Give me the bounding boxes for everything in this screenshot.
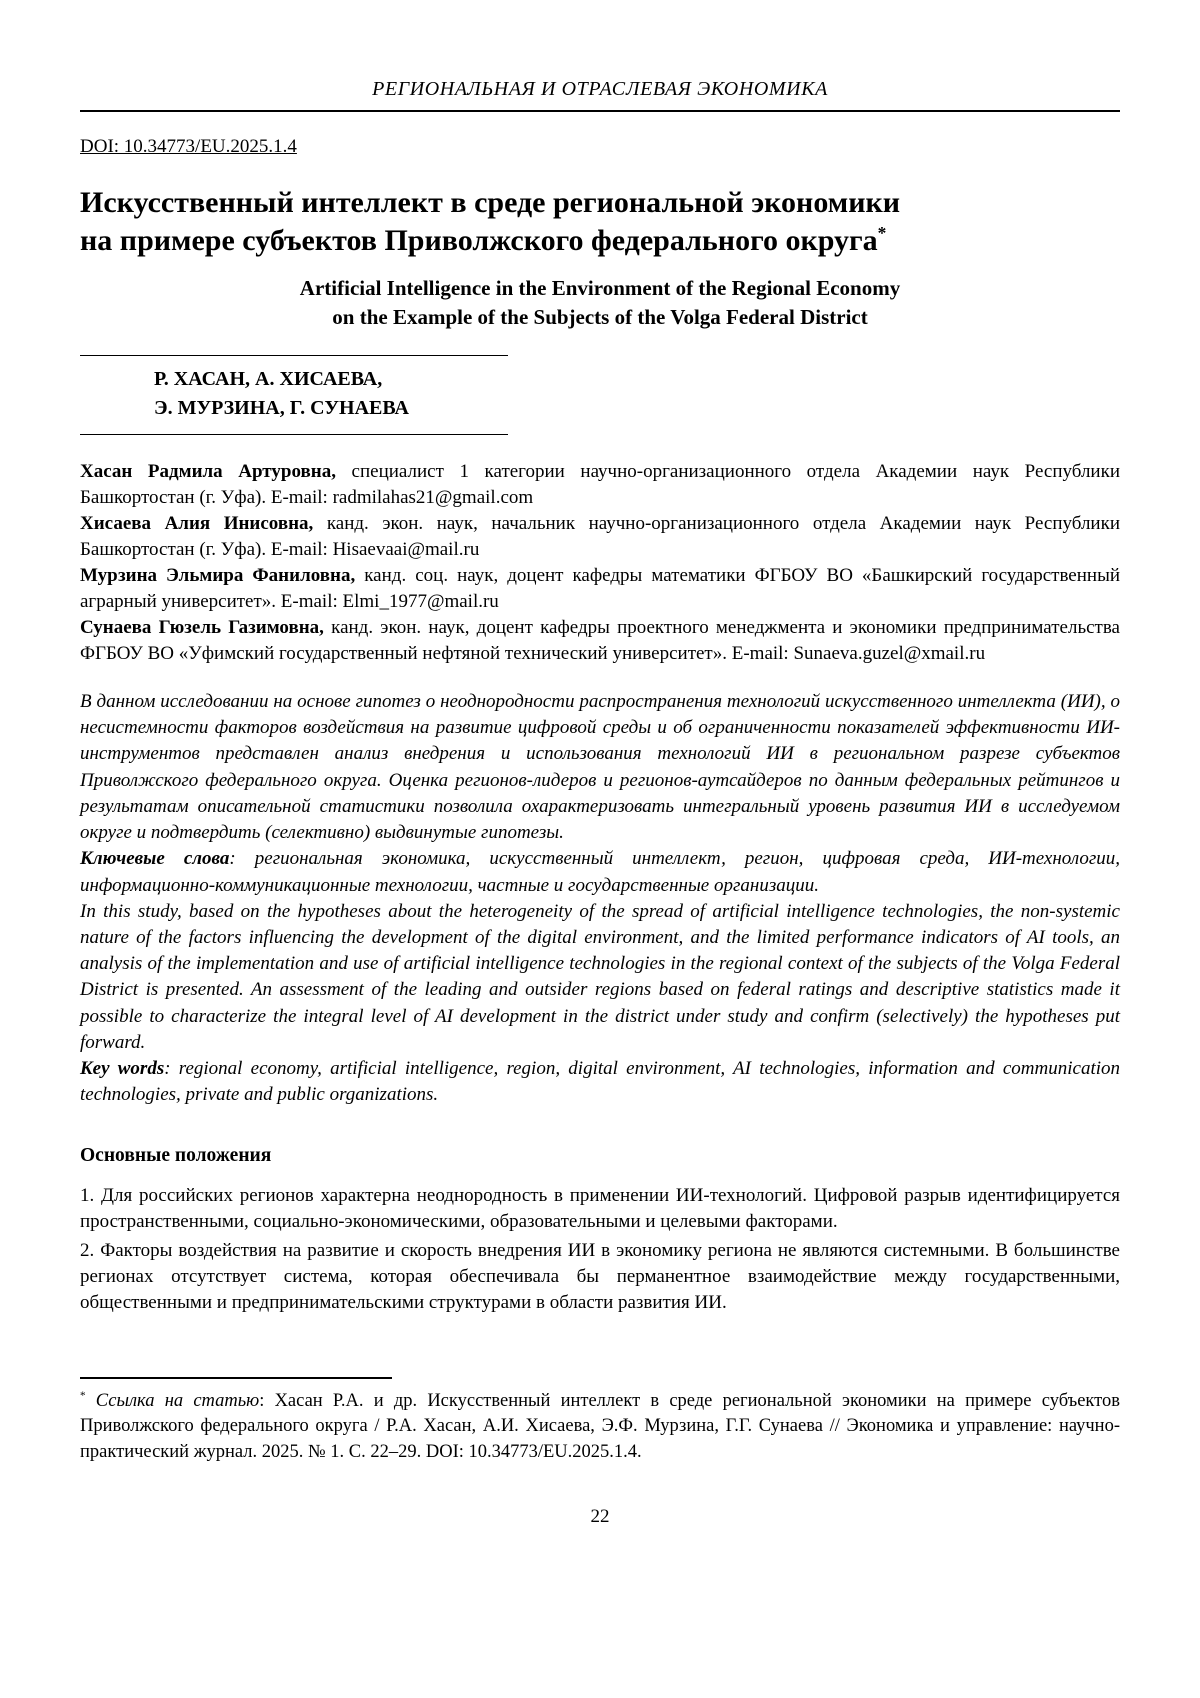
author-details: специалист 1 категории научно-организационного отдела Академии наук Республики Башкортостан (г. Уфа). E-mail: radmilahas21@gmail.com <box>80 460 1120 508</box>
key-points <box>80 1183 1120 1320</box>
footnote-divider <box>80 1377 392 1379</box>
author-affiliation <box>80 459 1120 511</box>
page-number: 22 <box>590 1506 610 1527</box>
keywords-ru-text: : региональная экономика, искусственный интеллект, регион, цифровая среда, ИИ-технологии, информационно-коммуникационные технологии, частные и государственные организации. <box>80 848 1120 896</box>
abstract-en: In this study, based on the hypotheses about the heterogeneity of the spread of artificial intelligence technologies, the non-systemic nature of the factors influencing the development of the digital environment, and the limited performance indicators of AI tools, an analysis of the implementation and use of artificial intelligence technologies in the regional context of the subjects of the Volga Federal District is presented. An assessment of the leading and outsider regions based on federal ratings and descriptive statistics made it possible to characterize the integral level of AI development in the district under study and confirm (selectively) the hypotheses put forward. <box>80 900 1120 1053</box>
abstract-section <box>80 689 1120 1109</box>
article-title-en-line2: on the Example of the Subjects of the Volga Federal District <box>332 304 868 329</box>
footnote-marker: * <box>80 1389 86 1402</box>
author-name: Мурзина Эльмира Фаниловна, <box>80 564 356 586</box>
article-title-en-line1: Artificial Intelligence in the Environment of the Regional Economy <box>299 276 901 301</box>
article-title-ru-line1: Искусственный интеллект в среде региональной экономики <box>80 186 901 219</box>
author-affiliation <box>80 563 1120 615</box>
footnote-label: Ссылка на статью <box>95 1390 260 1411</box>
article-title-ru <box>80 184 1120 260</box>
authors-block <box>80 355 508 435</box>
key-point-2: 2. Факторы воздействия на развитие и скорость внедрения ИИ в экономику региона не являются системными. В большинстве регионах отсутствует система, которая обеспечивала бы перманентное взаимодействие между государственными, общественными и предпринимательскими структурами в области развития ИИ. <box>80 1239 1120 1314</box>
author-details: канд. экон. наук, начальник научно-организационного отдела Академии наук Республики Башкортостан (г. Уфа). E-mail: Hisaevaai@mail.ru <box>80 512 1120 560</box>
authors-line-1: Р. ХАСАН, А. ХИСАЕВА, <box>154 367 383 390</box>
footnote-text: : Хасан Р.А. и др. Искусственный интеллект в среде региональной экономики на примере субъектов Приволжского федерального округа / Р.А. Хасан, А.И. Хисаева, Э.Ф. Мурзина, Г.Г. Сунаева // Экономика и управление: научно-практический журнал. 2025. № 1. С. 22–29. DOI: 10.34773/EU.2025.1.4. <box>80 1390 1120 1462</box>
doi-row <box>80 136 1120 158</box>
key-point-1: 1. Для российских регионов характерна неоднородность в применении ИИ-технологий. Цифровой разрыв идентифицируется пространственными, социально-экономическими, образовательными и целевыми факторами. <box>80 1184 1120 1232</box>
author-name: Хисаева Алия Инисовна, <box>80 512 314 534</box>
author-name: Сунаева Гюзель Газимовна, <box>80 616 324 638</box>
author-affiliation <box>80 615 1120 667</box>
authors-line-2: Э. МУРЗИНА, Г. СУНАЕВА <box>154 396 409 419</box>
article-title-ru-line2: на примере субъектов Приволжского федерального округа <box>80 224 878 258</box>
author-affiliation <box>80 511 1120 563</box>
abstract-ru: В данном исследовании на основе гипотез о неоднородности распространения технологий искусственного интеллекта (ИИ), о несистемности факторов воздействия на развитие цифровой среды и об ограниченности показателей эффективности ИИ-инструментов представлен анализ внедрения и использования технологий ИИ в региональном разрезе субъектов Приволжского федерального округа. Оценка регионов-лидеров и регионов-аутсайдеров по данным федеральных рейтингов и результатам описательной статистики позволила охарактеризовать интегральный уровень развития ИИ в исследуемом округе и подтвердить (селективно) выдвинутые гипотезы. <box>80 691 1120 844</box>
author-details: канд. экон. наук, доцент кафедры проектного менеджмента и экономики предпринимательства ФГБОУ ВО «Уфимский государственный нефтяной технический университет». E-mail: Sunaeva.guzel@xmail.ru <box>80 616 1120 664</box>
title-footnote-marker: * <box>877 223 887 244</box>
running-head: РЕГИОНАЛЬНАЯ И ОТРАСЛЕВАЯ ЭКОНОМИКА <box>80 78 1120 112</box>
keywords-ru-label: Ключевые слова <box>80 848 230 870</box>
footnote <box>80 1389 1120 1466</box>
author-affiliations <box>80 459 1120 667</box>
keywords-ru <box>80 846 1120 898</box>
author-details: канд. соц. наук, доцент кафедры математики ФГБОУ ВО «Башкирский государственный аграрный университет». E-mail: Elmi_1977@mail.ru <box>80 564 1121 612</box>
keywords-en-text: : regional economy, artificial intelligence, region, digital environment, AI technologies, information and communication technologies, private and public organizations. <box>80 1058 1121 1106</box>
keywords-en-label: Key words <box>80 1058 165 1080</box>
section-heading: Основные положения <box>80 1144 272 1166</box>
author-name: Хасан Радмила Артуровна, <box>80 460 336 482</box>
article-title-en <box>80 274 1120 331</box>
doi-text: DOI: 10.34773/EU.2025.1.4 <box>80 136 297 157</box>
keywords-en <box>80 1056 1120 1108</box>
